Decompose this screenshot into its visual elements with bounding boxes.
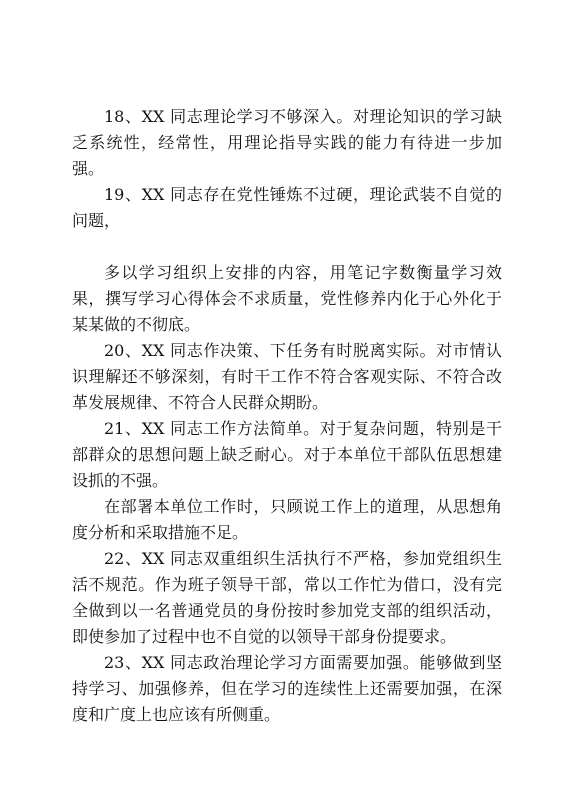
paragraph-21-continued: 在部署本单位工作时，只顾说工作上的道理，从思想角度分析和采取措施不足。 [72, 497, 502, 542]
paragraph-23: 23、XX 同志政治理论学习方面需要加强。能够做到坚持学习、加强修养，但在学习的连续性上还需要加强，在深度和广度上也应该有所侧重。 [72, 653, 502, 724]
paragraph-19-continued: 多以学习组织上安排的内容，用笔记字数衡量学习效果，撰写学习心得体会不求质量，党性修养内化于心外化于某某做的不彻底。 [72, 263, 502, 334]
paragraph-22: 22、XX 同志双重组织生活执行不严格，参加党组织生活不规范。作为班子领导干部，常以工作忙为借口，没有完全做到以一名普通党员的身份按时参加党支部的组织活动，即使参加了过程中也不自觉的以领导干部身份提要求。 [72, 549, 502, 646]
paragraph-21: 21、XX 同志工作方法简单。对于复杂问题，特别是干部群众的思想问题上缺乏耐心。对于本单位干部队伍思想建设抓的不强。 [72, 419, 502, 490]
paragraph-18: 18、XX 同志理论学习不够深入。对理论知识的学习缺乏系统性，经常性，用理论指导实践的能力有待进一步加强。 [72, 107, 502, 178]
paragraph-19: 19、XX 同志存在党性锤炼不过硬，理论武装不自觉的问题， [72, 185, 502, 230]
paragraph-20: 20、XX 同志作决策、下任务有时脱离实际。对市情认识理解还不够深刻，有时干工作不符合客观实际、不符合改革发展规律、不符合人民群众期盼。 [72, 341, 502, 412]
blank-line [72, 234, 502, 260]
document-body [72, 104, 502, 728]
